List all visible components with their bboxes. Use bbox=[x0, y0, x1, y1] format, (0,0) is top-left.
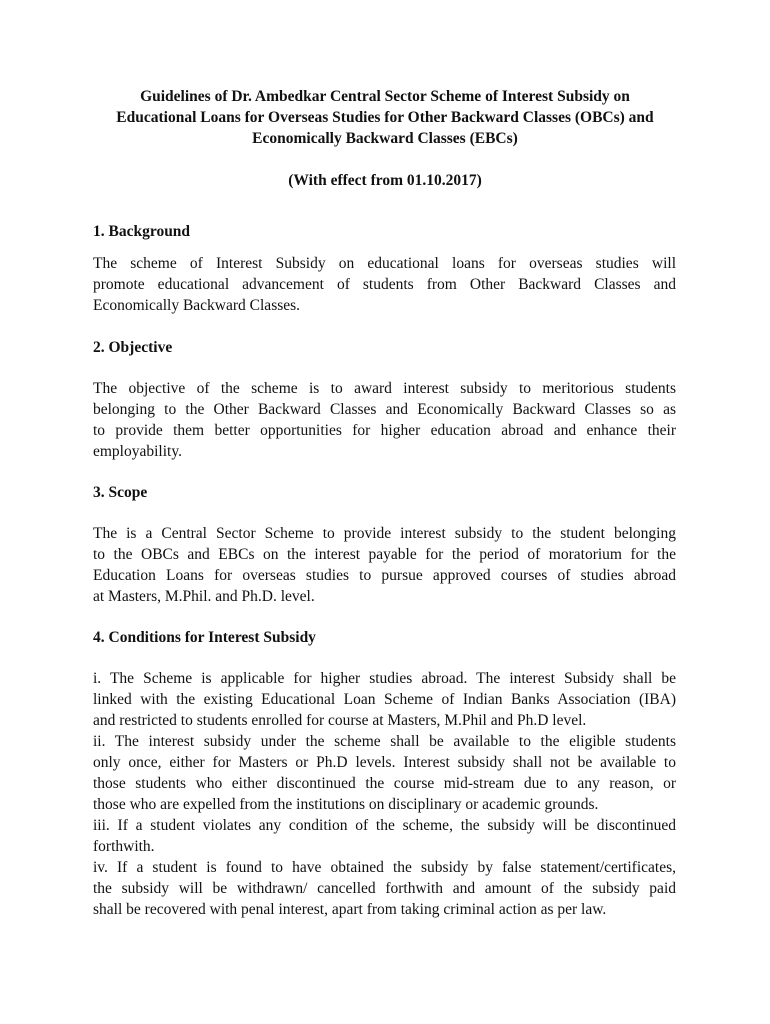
paragraph-line: iii. If a student violates any condition of the scheme, the subsidy will be discontinued bbox=[93, 817, 676, 834]
paragraph-line: forthwith. bbox=[93, 838, 155, 855]
paragraph-line: belonging to the Other Backward Classes and Economically Backward Classes so as bbox=[93, 401, 676, 418]
paragraph-line: Economically Backward Classes. bbox=[93, 297, 301, 314]
background-paragraph bbox=[93, 253, 676, 316]
paragraph-line: to the OBCs and EBCs on the interest payable for the period of moratorium for the bbox=[93, 546, 676, 563]
scope-paragraph bbox=[93, 523, 676, 607]
paragraph-line: those who are expelled from the institutions on disciplinary or academic grounds. bbox=[93, 796, 599, 813]
paragraph-line: promote educational advancement of students from Other Backward Classes and bbox=[93, 276, 676, 293]
paragraph-line: The scheme of Interest Subsidy on educational loans for overseas studies will bbox=[93, 255, 676, 272]
paragraph-line: and restricted to students enrolled for course at Masters, M.Phil and Ph.D level. bbox=[93, 712, 587, 729]
paragraph-line: The is a Central Sector Scheme to provide interest subsidy to the student belonging bbox=[93, 525, 676, 542]
title-line: Economically Backward Classes (EBCs) bbox=[252, 130, 518, 147]
paragraph-line: at Masters, M.Phil. and Ph.D. level. bbox=[93, 588, 315, 605]
paragraph-line: ii. The interest subsidy under the scheme shall be available to the eligible students bbox=[93, 733, 676, 750]
effective-date: (With effect from 01.10.2017) bbox=[288, 172, 482, 189]
paragraph-line: The objective of the scheme is to award interest subsidy to meritorious students bbox=[93, 380, 676, 397]
paragraph-line: to provide them better opportunities for higher education abroad and enhance their bbox=[93, 422, 676, 439]
title-line: Educational Loans for Overseas Studies for Other Backward Classes (OBCs) and bbox=[116, 109, 654, 126]
paragraph-line: Education Loans for overseas studies to pursue approved courses of studies abroad bbox=[93, 567, 676, 584]
objective-heading: 2. Objective bbox=[93, 339, 173, 356]
paragraph-line: only once, either for Masters or Ph.D levels. Interest subsidy shall not be available to bbox=[93, 754, 676, 771]
paragraph-line: employability. bbox=[93, 443, 182, 460]
paragraph-line: i. The Scheme is applicable for higher studies abroad. The interest Subsidy shall be bbox=[93, 670, 676, 687]
conditions-heading: 4. Conditions for Interest Subsidy bbox=[93, 629, 316, 646]
objective-paragraph bbox=[93, 378, 676, 462]
paragraph-line: linked with the existing Educational Loan Scheme of Indian Banks Association (IBA) bbox=[93, 691, 676, 708]
title-line: Guidelines of Dr. Ambedkar Central Sector Scheme of Interest Subsidy on bbox=[140, 88, 630, 105]
paragraph-line: those students who either discontinued the course mid-stream due to any reason, or bbox=[93, 775, 676, 792]
paragraph-line: iv. If a student is found to have obtained the subsidy by false statement/certificates, bbox=[93, 859, 676, 876]
paragraph-line: shall be recovered with penal interest, apart from taking criminal action as per law. bbox=[93, 901, 607, 918]
conditions-paragraph bbox=[93, 668, 676, 920]
background-heading: 1. Background bbox=[93, 223, 191, 240]
document-title bbox=[60, 86, 710, 149]
paragraph-line: the subsidy will be withdrawn/ cancelled forthwith and amount of the subsidy paid bbox=[93, 880, 676, 897]
scope-heading: 3. Scope bbox=[93, 484, 148, 501]
